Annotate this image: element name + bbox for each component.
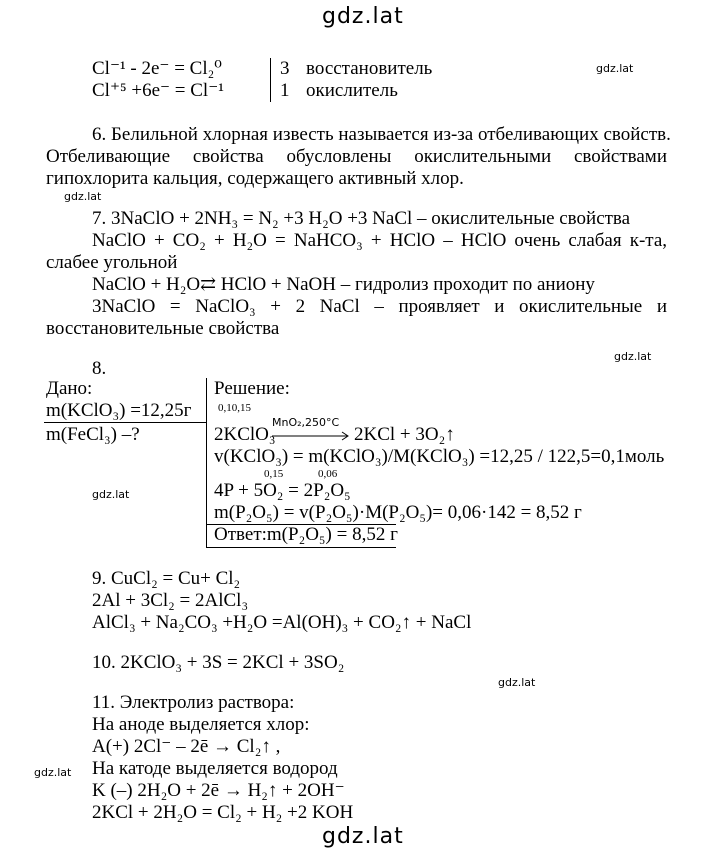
mole-annotation-p2o5: 0,06 <box>318 468 338 480</box>
q7-line-3: слабее угольной <box>46 252 178 273</box>
watermark: gdz.lat <box>614 350 652 363</box>
q7-line-6: восстановительные свойства <box>46 318 280 339</box>
find-value: m(FeCl₃) –? <box>46 424 140 445</box>
q6-line-3: гипохлорита кальция, содержащего активный хлор. <box>46 168 464 189</box>
watermark: gdz.lat <box>596 62 634 75</box>
solution-label: Решение: <box>214 378 290 399</box>
watermark: gdz.lat <box>34 766 72 779</box>
role-2: окислитель <box>306 80 398 101</box>
mole-annotation: 0,10,15 <box>218 402 251 414</box>
header-watermark: gdz.lat <box>322 4 404 29</box>
half-reaction-1: Cl⁻¹ - 2e⁻ = Cl₂⁰ <box>92 58 222 79</box>
q8-number: 8. <box>92 358 107 379</box>
decomposition-left: 2KClO₃ <box>214 424 276 445</box>
mole-annotation-o2: 0,15 <box>264 468 284 480</box>
q11-line-6: 2KCl + 2H₂O = Cl₂ + H₂ +2 KOH <box>92 802 354 823</box>
watermark: gdz.lat <box>64 190 102 203</box>
decomposition-right: 2KCl + 3O₂↑ <box>354 424 455 445</box>
answer-bottom-line <box>206 547 396 548</box>
q11-line-2: На аноде выделяется хлор: <box>92 714 310 735</box>
reaction-conditions: MnO₂,250°C <box>272 416 340 429</box>
q7-line-4: NaClO + H₂O⇄ HClO + NaOH – гидролиз проходит по аниону <box>92 274 595 295</box>
q7-line-1: 7. 3NaClO + 2NH₃ = N₂ +3 H₂O +3 NaCl – окислительные свойства <box>92 208 631 229</box>
answer: Ответ:m(P₂O₅) = 8,52 г <box>214 524 398 545</box>
q10-line-1: 10. 2KClO₃ + 3S = 2KCl + 3SO₂ <box>92 652 345 673</box>
phosphorus-equation: 4P + 5O₂ = 2P₂O₅ <box>214 480 351 501</box>
q11-line-4: На катоде выделяется водород <box>92 758 338 779</box>
q7-line-2: NaClO + CO₂ + H₂O = NaHCO₃ + HClO – HClO очень слабая к-та, <box>92 230 667 251</box>
q11-line-3: A(+) 2Cl⁻ – 2ē → Cl₂↑ , <box>92 736 281 757</box>
watermark: gdz.lat <box>498 676 536 689</box>
half-reaction-2: Cl⁺⁵ +6e⁻ = Cl⁻¹ <box>92 80 224 101</box>
q11-line-5: K (–) 2H₂O + 2ē → H₂↑ + 2OH⁻ <box>92 780 345 801</box>
q9-line-1: 9. CuCl₂ = Cu+ Cl₂ <box>92 568 241 589</box>
given-mass: m(KClO₃) =12,25г <box>46 400 192 421</box>
q11-line-1: 11. Электролиз раствора: <box>92 692 295 713</box>
footer-watermark: gdz.lat <box>322 824 404 849</box>
coef-2: 1 <box>280 80 290 101</box>
given-label: Дано: <box>46 378 93 399</box>
given-underline <box>44 422 206 423</box>
q9-line-3: AlCl₃ + Na₂CO₃ +H₂O =Al(OH)₃ + CO₂↑ + NaCl <box>92 612 472 633</box>
solution-divider <box>206 378 207 548</box>
q7-line-5: 3NaClO = NaClO₃ + 2 NaCl – проявляет и окислительные и <box>92 296 667 317</box>
watermark: gdz.lat <box>92 488 130 501</box>
q6-line-2: Отбеливающие свойства обусловлены окислительными свойствами <box>46 146 667 167</box>
moles-calc: v(KClO₃) = m(KClO₃)/M(KClO₃) =12,25 / 122,5=0,1моль <box>214 446 665 467</box>
role-1: восстановитель <box>306 58 433 79</box>
balance-divider <box>270 58 271 102</box>
mass-calc: m(P₂O₅) = v(P₂O₅)·M(P₂O₅)= 0,06·142 = 8,52 г <box>214 502 582 523</box>
q9-line-2: 2Al + 3Cl₂ = 2AlCl₃ <box>92 590 249 611</box>
reaction-arrow <box>272 431 352 441</box>
coef-1: 3 <box>280 58 290 79</box>
q6-line-1: 6. Белильной хлорная известь называется из-за отбеливающих свойств. <box>92 124 671 145</box>
